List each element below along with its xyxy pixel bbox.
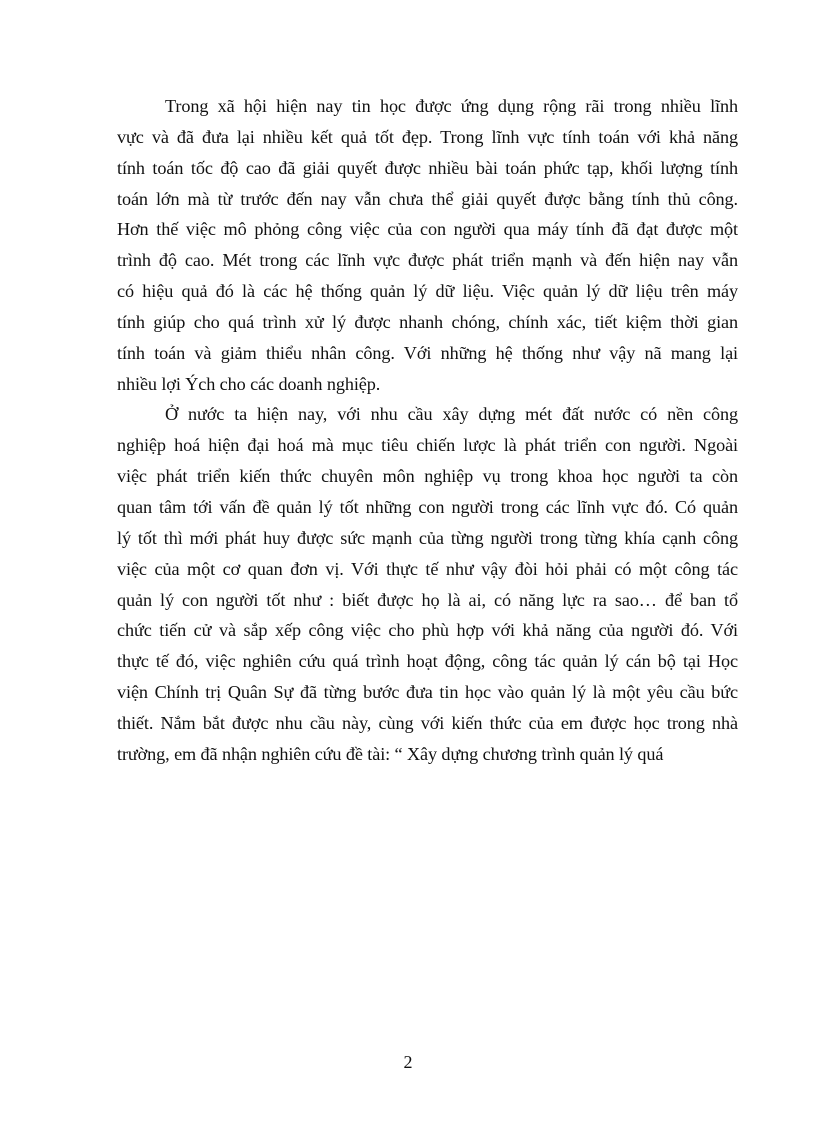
paragraph-1-line-9: tính toán và giảm thiểu nhân công. Với những hệ thống như vậy nã mang lại xyxy=(117,342,738,363)
paragraph-2-line-8: chức tiến cử và sắp xếp công việc cho phù hợp với khả năng của người đó. Với xyxy=(117,620,738,641)
paragraph-1-line-8: tính giúp cho quá trình xử lý được nhanh chóng, chính xác, tiết kiệm thời gian xyxy=(117,311,738,332)
paragraph-1-line-10: nhiều lợi Ých cho các doanh nghiệp. xyxy=(117,373,381,394)
paragraph-1-line-4: toán lớn mà từ trước đến nay vẫn chưa thể giải quyết được bằng tính thủ công. xyxy=(117,188,738,209)
paragraph-1-line-1: Trong xã hội hiện nay tin học được ứng dụng rộng rãi trong nhiều lĩnh xyxy=(165,96,738,116)
paragraph-2-line-9: thực tế đó, việc nghiên cứu quá trình hoạt động, công tác quản lý cán bộ tại Học xyxy=(117,651,738,672)
paragraph-2-line-11: thiết. Nắm bắt được nhu cầu này, cùng với kiến thức của em được học trong nhà xyxy=(117,712,738,733)
paragraph-2-line-7: quản lý con người tốt như : biết được họ là ai, có năng lực ra sao… để ban tổ xyxy=(117,589,738,610)
paragraph-2-line-6: việc của một cơ quan đơn vị. Với thực tế như vậy đòi hỏi phải có một công tác xyxy=(117,558,738,579)
paragraph-2-line-12: trường, em đã nhận nghiên cứu đề tài: “ Xây dựng chương trình quản lý quá xyxy=(117,743,664,764)
paragraph-1-line-6: trình độ cao. Mét trong các lĩnh vực được phát triển mạnh và đến hiện nay vẫn xyxy=(117,250,738,271)
paragraph-2-line-1: Ở nước ta hiện nay, với nhu cầu xây dựng mét đất nước có nền công xyxy=(165,404,738,425)
paragraph-1-line-2: vực và đã đưa lại nhiều kết quả tốt đẹp. Trong lĩnh vực tính toán với khả năng xyxy=(117,126,738,147)
paragraph-1-line-5: Hơn thế việc mô phỏng công việc của con người qua máy tính đã đạt được một xyxy=(117,219,738,240)
page-number: 2 xyxy=(403,1052,413,1072)
paragraph-2-line-2: nghiệp hoá hiện đại hoá mà mục tiêu chiến lược là phát triển con người. Ngoài xyxy=(117,435,738,456)
paragraph-2-line-10: viện Chính trị Quân Sự đã từng bước đưa tin học vào quản lý là một yêu cầu bức xyxy=(117,682,738,703)
paragraph-1-line-7: có hiệu quả đó là các hệ thống quản lý dữ liệu. Việc quản lý dữ liệu trên máy xyxy=(117,281,738,302)
paragraph-2-line-4: quan tâm tới vấn đề quản lý tốt những con người trong các lĩnh vực đó. Có quản xyxy=(117,496,738,517)
paragraph-2-line-5: lý tốt thì mới phát huy được sức mạnh của từng người trong từng khía cạnh công xyxy=(117,527,738,548)
paragraph-2-line-3: việc phát triển kiến thức chuyên môn nghiệp vụ trong khoa học người ta còn xyxy=(117,466,738,487)
paragraph-1-line-3: tính toán tốc độ cao đã giải quyết được nhiều bài toán phức tạp, khối lượng tính xyxy=(117,157,738,178)
document-body xyxy=(117,91,738,770)
